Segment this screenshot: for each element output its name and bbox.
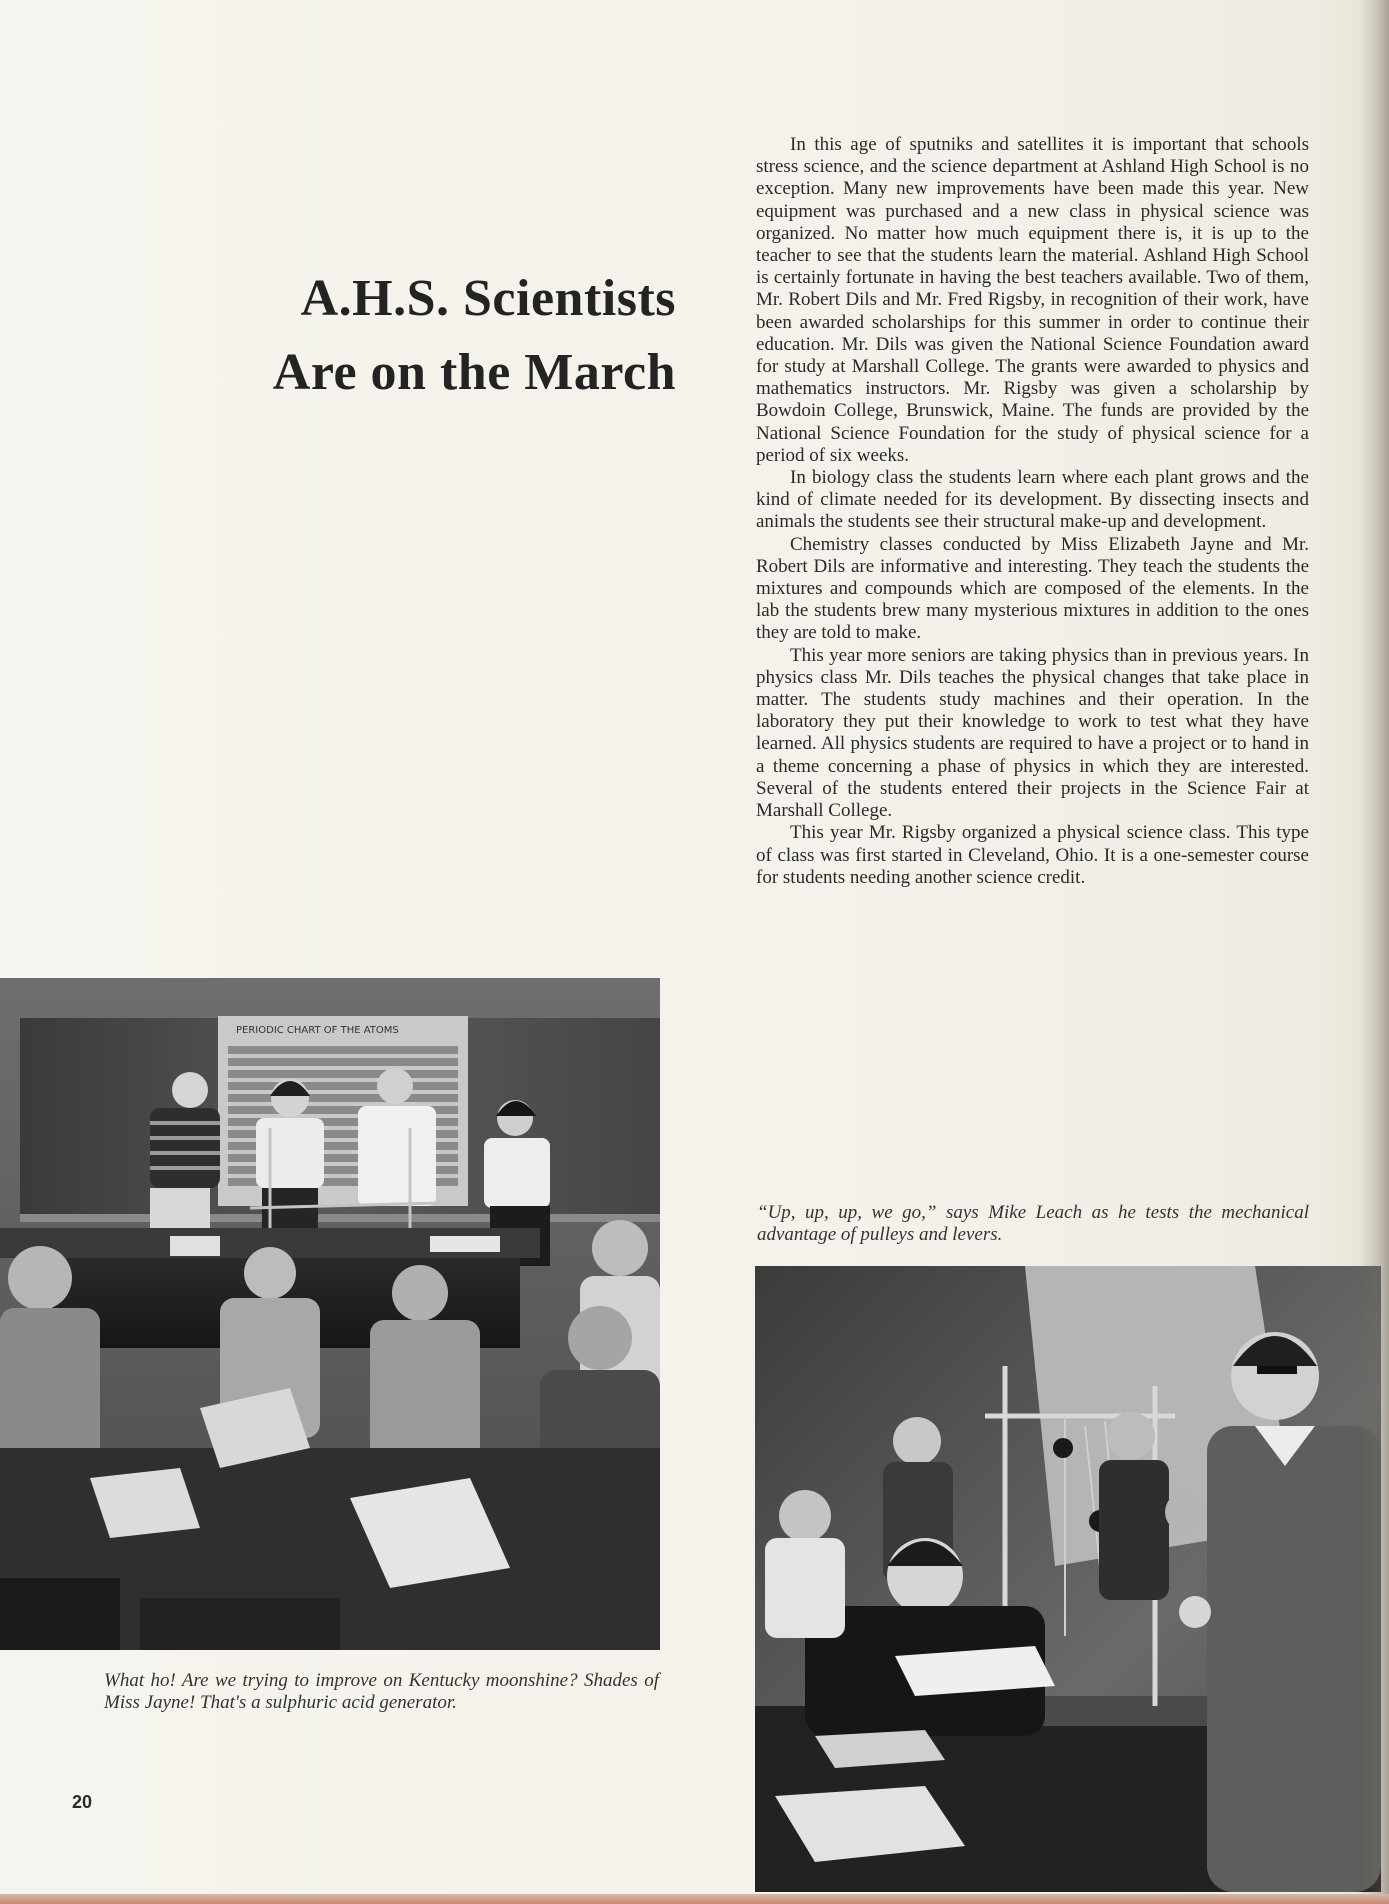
- chart-title: PERIODIC CHART OF THE ATOMS: [236, 1025, 399, 1036]
- article-headline: [230, 262, 676, 410]
- photo-caption-moonshine: What ho! Are we trying to improve on Kentucky moonshine? Shades of Miss Jayne! That's a sulphuric acid generator.: [104, 1670, 659, 1713]
- headline-line-2: Are on the March: [272, 344, 676, 401]
- paragraph-physical-science: This year Mr. Rigsby organized a physical science class. This type of class was first started in Cleveland, Ohio. It is a one-semester course for students needing another science credit.: [756, 822, 1309, 888]
- article-body: [756, 134, 1309, 889]
- page-bottom-edge: [0, 1894, 1389, 1904]
- headline-line-1: A.H.S. Scientists: [300, 270, 676, 327]
- binding-shadow: [1359, 0, 1389, 1904]
- paragraph-intro: In this age of sputniks and satellites it is important that schools stress science, and the science department at Ashland High School is no exception. Many new improvements have been made this year. New equipment was purchased and a new class in physical science was organized. No matter how much equipment there is, it is up to the teacher to see that the students learn the material. Ashland High School is certainly fortunate in having the best teachers available. Two of them, Mr. Robert Dils and Mr. Fred Rigsby, in recognition of their work, have been awarded scholarships for this summer in order to continue their education. Mr. Dils was given the National Science Foundation award for study at Marshall College. The grants were awarded to physics and mathematics instructors. Mr. Rigsby was given a scholarship by Bowdoin College, Brunswick, Maine. The funds are provided by the National Science Foundation for the study of physical science for a period of six weeks.: [756, 134, 1309, 466]
- photo-physics-pulleys: [755, 1266, 1381, 1892]
- paragraph-biology: In biology class the students learn where each plant grows and the kind of climate needed for its development. By dissecting insects and animals the students see their structural make-up and development.: [756, 467, 1309, 533]
- photo-chemistry-class: [0, 978, 660, 1650]
- paragraph-physics: This year more seniors are taking physics than in previous years. In physics class Mr. Dils teaches the physical changes that take place in matter. The students study machines and their operation. In the laboratory they put their knowledge to work to test what they have learned. All physics students are required to have a project or to hand in a theme concerning a phase of physics in which they are interested. Several of the students entered their projects in the Science Fair at Marshall College.: [756, 644, 1309, 822]
- page-number: 20: [72, 1792, 93, 1812]
- paragraph-chemistry: Chemistry classes conducted by Miss Elizabeth Jayne and Mr. Robert Dils are informative and interesting. They teach the students the mixtures and compounds which are composed of the elements. In the lab the students brew many mysterious mixtures in addition to the ones they are told to make.: [756, 533, 1309, 644]
- photo-caption-pulleys: “Up, up, up, we go,” says Mike Leach as he tests the mechanical advantage of pulleys and levers.: [757, 1202, 1309, 1245]
